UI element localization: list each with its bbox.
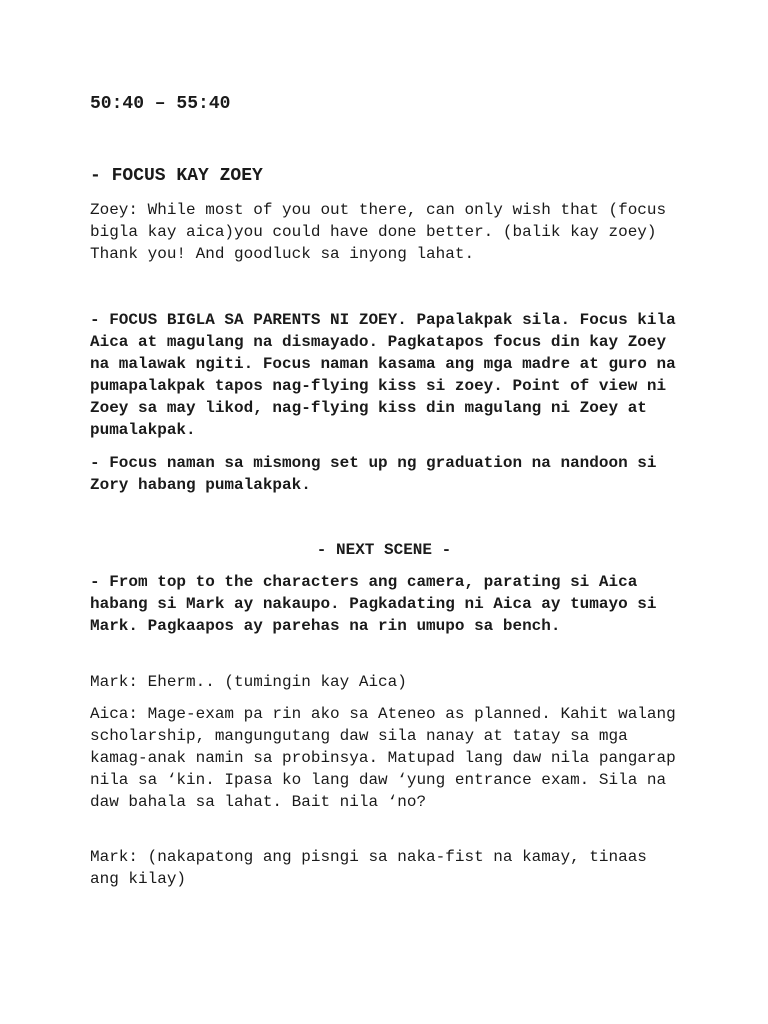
camera-direction: - From top to the characters ang camera, parating si Aica habang si Mark ay nakaupo. Pagkadating ni Aica ay tumayo si Mark. Pagkaapos ay parehas na rin umupo sa bench. [90,573,657,635]
aica-dialogue: Aica: Mage-exam pa rin ako sa Ateneo as planned. Kahit walang scholarship, mangungutang daw sila nanay at tatay sa mga kamag-anak namin sa probinsya. Matupad lang daw nila pangarap nila sa ‘kin. Ipasa ko lang daw ‘yung entrance exam. Sila na daw bahala sa lahat. Bait nila ‘no? [90,705,676,811]
mark-dialogue-1: Mark: Eherm.. (tumingin kay Aica) [90,673,407,691]
parents-focus-direction: - FOCUS BIGLA SA PARENTS NI ZOEY. Papalakpak sila. Focus kila Aica at magulang na dismayado. Pagkatapos focus din kay Zoey na malawak ngiti. Focus naman kasama ang mga madre at guro na pumapalakpak tapos nag-flying kiss si zoey. Point of view ni Zoey sa may likod, nag-flying kiss din magulang ni Zoey at pumalakpak. [90,311,676,439]
next-scene-heading: - NEXT SCENE - [316,541,452,559]
graduation-setup-direction: - Focus naman sa mismong set up ng graduation na nandoon si Zory habang pumalakpak. [90,454,657,494]
time-range-heading: 50:40 – 55:40 [90,94,231,114]
focus-heading: - FOCUS KAY ZOEY [90,166,263,186]
zoey-dialogue: Zoey: While most of you out there, can only wish that (focus bigla kay aica)you could have done better. (balik kay zoey) Thank you! And goodluck sa inyong lahat. [90,201,667,263]
mark-dialogue-2: Mark: (nakapatong ang pisngi sa naka-fist na kamay, tinaas ang kilay) [90,848,647,888]
